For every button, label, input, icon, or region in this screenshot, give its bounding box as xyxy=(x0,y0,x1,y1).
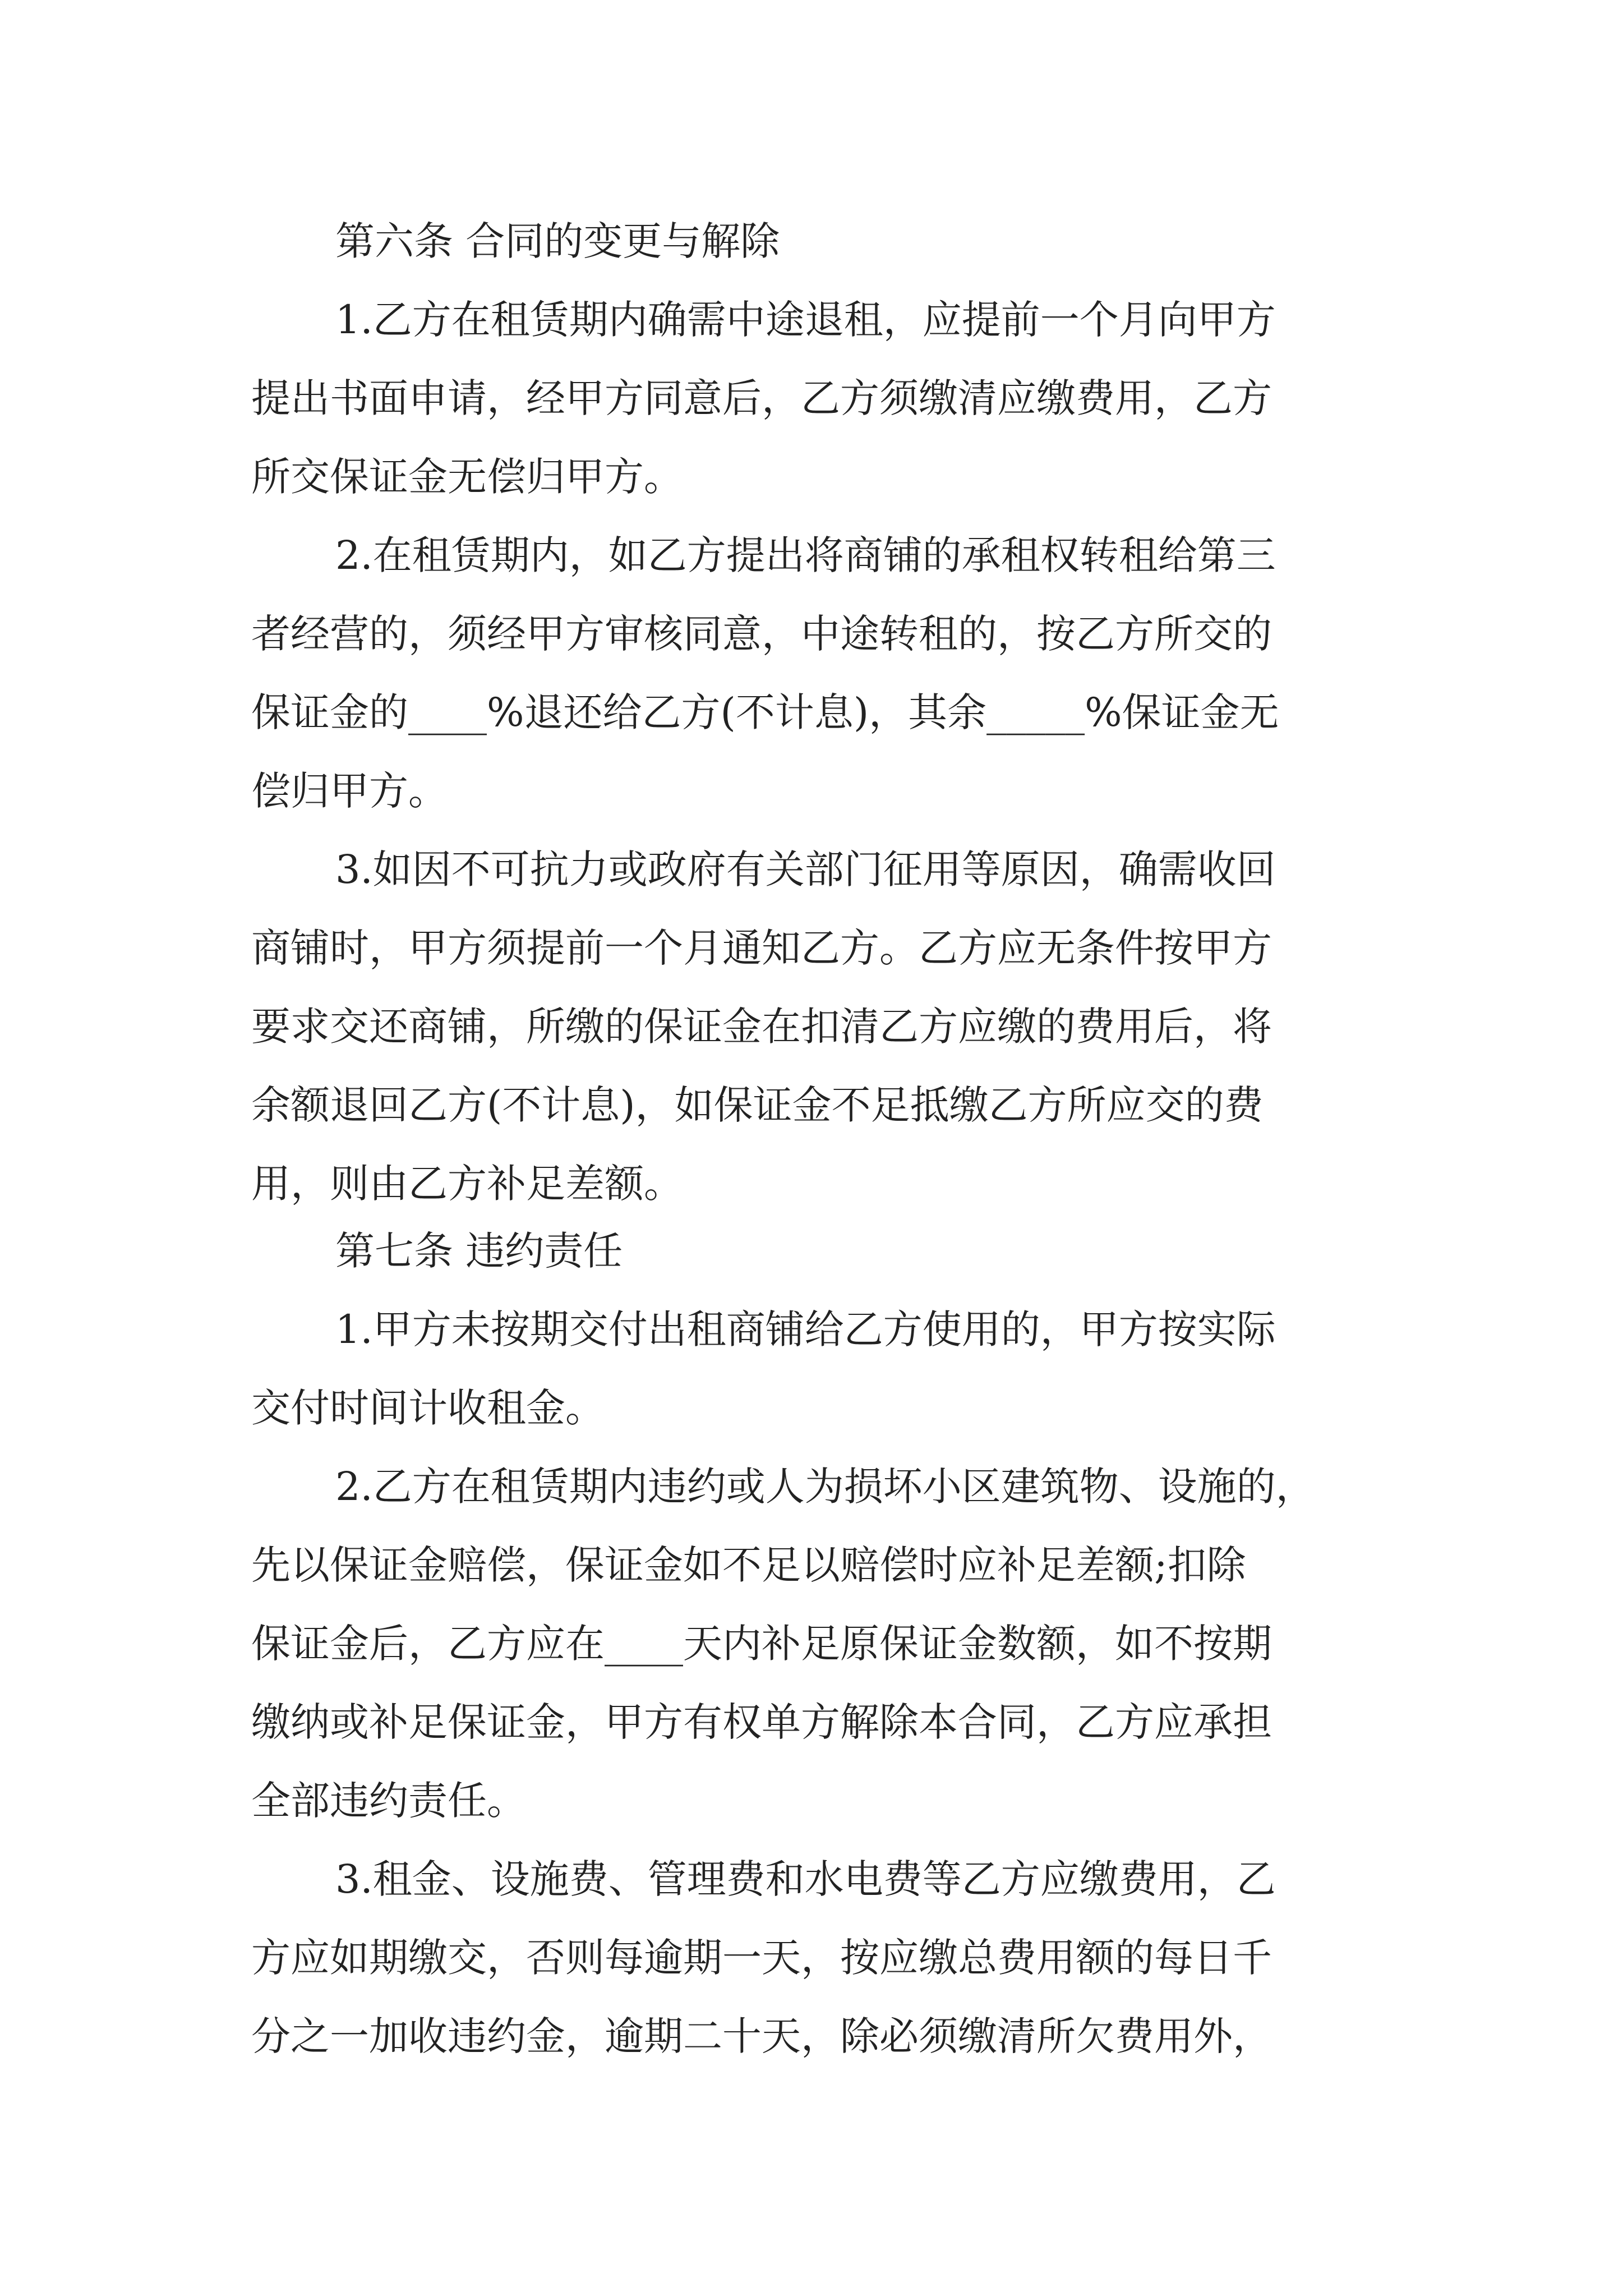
paragraph-line: 缴纳或补足保证金，甲方有权单方解除本合同，乙方应承担 xyxy=(251,1699,1272,1745)
paragraph-line: 保证金的____%退还给乙方(不计息)，其余_____%保证金无 xyxy=(251,689,1279,735)
paragraph-line: 2.在租赁期内，如乙方提出将商铺的承租权转租给第三 xyxy=(335,532,1276,578)
paragraph-line: 提出书面申请，经甲方同意后，乙方须缴清应缴费用，乙方 xyxy=(251,375,1272,421)
paragraph-line: 分之一加收违约金，逾期二十天，除必须缴清所欠费用外， xyxy=(251,2013,1272,2059)
paragraph-line: 商铺时，甲方须提前一个月通知乙方。乙方应无条件按甲方 xyxy=(251,925,1272,971)
paragraph-line: 保证金后，乙方应在____天内补足原保证金数额，如不按期 xyxy=(251,1621,1272,1667)
paragraph-line: 交付时间计收租金。 xyxy=(251,1385,605,1431)
paragraph-line: 2.乙方在租赁期内违约或人为损坏小区建筑物、设施的， xyxy=(335,1464,1315,1510)
paragraph-line: 全部违约责任。 xyxy=(251,1778,526,1824)
paragraph-line: 所交保证金无偿归甲方。 xyxy=(251,454,683,500)
paragraph-line: 3.租金、设施费、管理费和水电费等乙方应缴费用，乙 xyxy=(335,1856,1276,1902)
paragraph-line: 3.如因不可抗力或政府有关部门征用等原因，确需收回 xyxy=(335,846,1276,892)
paragraph-line: 者经营的，须经甲方审核同意，中途转租的，按乙方所交的 xyxy=(251,611,1272,657)
paragraph-line: 要求交还商铺，所缴的保证金在扣清乙方应缴的费用后，将 xyxy=(251,1004,1272,1050)
paragraph-line: 余额退回乙方(不计息)，如保证金不足抵缴乙方所应交的费 xyxy=(251,1082,1264,1128)
paragraph-line: 1.乙方在租赁期内确需中途退租，应提前一个月向甲方 xyxy=(335,297,1276,343)
paragraph-line: 偿归甲方。 xyxy=(251,768,448,814)
paragraph-line: 用，则由乙方补足差额。 xyxy=(251,1161,683,1207)
paragraph-line: 方应如期缴交，否则每逾期一天，按应缴总费用额的每日千 xyxy=(251,1935,1272,1981)
article-7-heading: 第七条 违约责任 xyxy=(335,1228,623,1274)
paragraph-line: 先以保证金赔偿，保证金如不足以赔偿时应补足差额;扣除 xyxy=(251,1542,1246,1588)
article-6-heading: 第六条 合同的变更与解除 xyxy=(335,218,780,264)
paragraph-line: 1.甲方未按期交付出租商铺给乙方使用的，甲方按实际 xyxy=(335,1306,1276,1352)
